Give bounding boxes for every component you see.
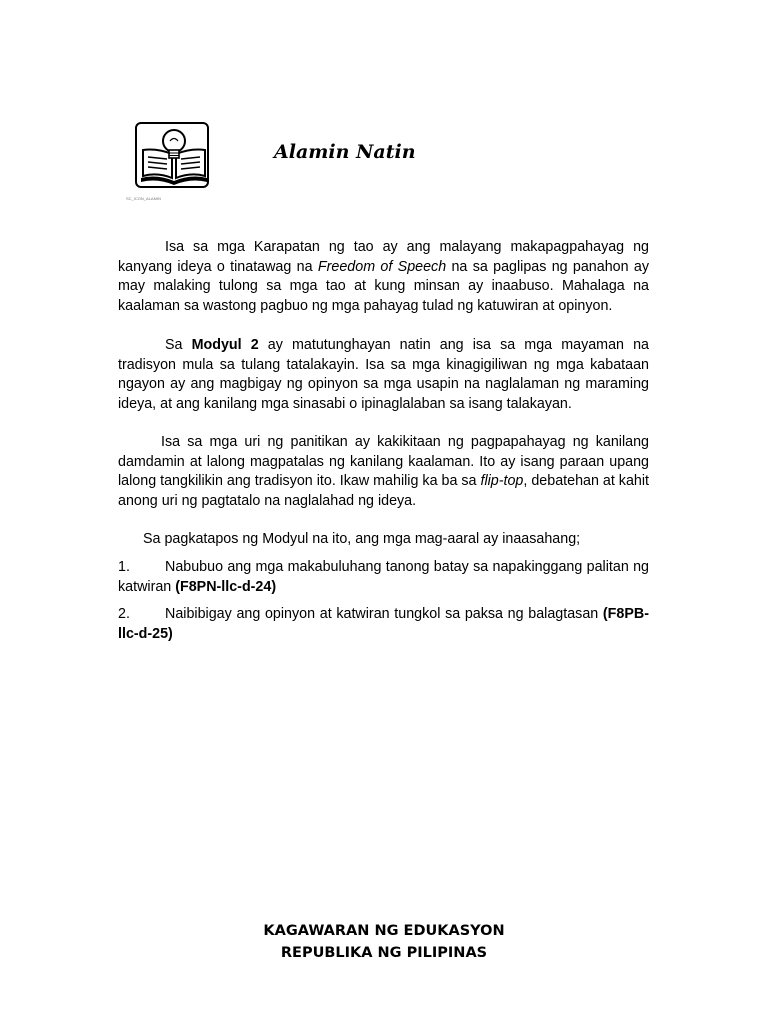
footer-republic: REPUBLIKA NG PILIPINAS (280, 945, 488, 961)
paragraph-panitikan (118, 433, 649, 511)
section-title: Alamin Natin (274, 141, 416, 163)
modyul-label: Modyul 2 (191, 337, 259, 353)
objective-code: (F8PN-llc-d-24) (175, 578, 277, 595)
freedom-of-speech-term: Freedom of Speech (317, 258, 447, 275)
lightbulb-book-graphic (137, 124, 211, 190)
footer-department: KAGAWARAN NG EDUKASYON (263, 923, 505, 939)
objective-number: 1. (118, 559, 130, 575)
objective-item (118, 558, 649, 597)
objectives-intro: Sa pagkatapos ng Modyul na ito, ang mga mag-aaral ay inaasahang; (143, 531, 581, 547)
objective-number: 2. (118, 606, 130, 622)
paragraph-panitikan-text-cont: , debatehan at kahit anong uri ng pagtatalo na naglalahad ng ideya. (118, 473, 650, 509)
paragraph-panitikan-text: Isa sa mga uri ng panitikan ay kakikitaan ng pagpapahayag ng kanilang damdamin at lalong magpatalas ng kanilang kaalaman. Ito ay isang paraan upang lalong tangkilikin ang tradisyon ito. Ikaw mahilig ka ba sa (118, 434, 649, 489)
icon-caption: SC_ICON_ALAMIN (126, 196, 161, 201)
paragraph-intro-text: Isa sa mga Karapatan ng tao ay ang malayang makapagpahayag ng kanyang ideya o tinatawag na (118, 239, 649, 275)
objective-text: Nabubuo ang mga makabuluhang tanong batay sa napakinggang palitan ng katwiran (118, 559, 649, 595)
paragraph-intro (118, 238, 649, 316)
paragraph-modyul (118, 336, 649, 414)
flip-top-term: flip-top (480, 473, 524, 489)
objective-item (118, 605, 649, 644)
paragraph-modyul-text-cont: ay matutunghayan natin ang isa sa mga mayaman na tradisyon mula sa tulang tatalakayin. Isa sa mga kinagigiliwan ng mga kabataan ngayon ay ang magbigay ng opinyon sa mga usapin na naglalaman ng maraming ideya, at ang kanilang mga sinasabi o ipinaglalaban sa isang talakayan. (118, 337, 649, 412)
paragraph-intro-text-cont: na sa paglipas ng panahon ay may malaking tulong sa mga tao at kung minsan ay inaabuso. Mahalaga na kaalaman sa wastong pagbuo ng mga pahayag tulad ng katuwiran at opinyon. (118, 258, 649, 314)
objective-code: (F8PB-llc-d-25) (118, 606, 649, 642)
paragraph-modyul-text: Sa (165, 337, 192, 353)
lightbulb-book-icon (135, 122, 209, 188)
objective-text: Naibibigay ang opinyon at katwiran tungkol sa paksa ng balagtasan (165, 606, 603, 622)
